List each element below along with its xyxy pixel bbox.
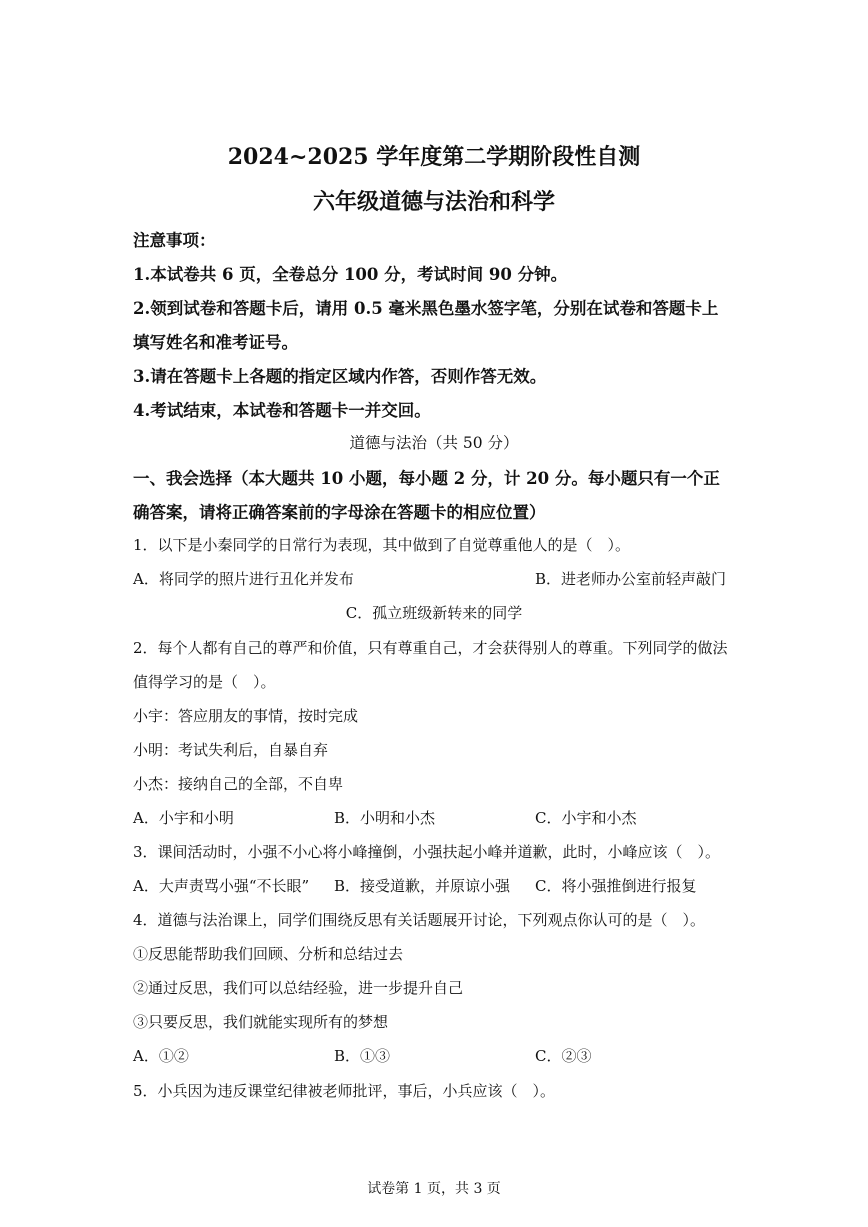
notes-heading: 注意事项： bbox=[133, 231, 216, 250]
page-footer: 试卷第 1 页，共 3 页 bbox=[367, 1181, 501, 1197]
note-item-3: 3.请在答题卡上各题的指定区域内作答，否则作答无效。 bbox=[133, 367, 547, 386]
question-1-option-c: C．孤立班级新转来的同学 bbox=[345, 604, 523, 622]
question-5-stem: 5．小兵因为违反课堂纪律被老师批评，事后，小兵应该（ ）。 bbox=[133, 1082, 556, 1100]
question-2-statement-3: 小杰：接纳自己的全部，不自卑 bbox=[133, 775, 344, 793]
question-4-statement-2: ②通过反思，我们可以总结经验，进一步提升自己 bbox=[133, 979, 464, 997]
question-4-option-a: A．①② bbox=[133, 1047, 189, 1065]
question-2-statement-2: 小明：考试失利后，自暴自弃 bbox=[133, 741, 329, 759]
question-2-option-a: A．小宇和小明 bbox=[133, 809, 234, 827]
part-heading: 一、我会选择（本大题共 10 小题，每小题 2 分，计 20 分。每小题只有一个正 bbox=[133, 469, 720, 488]
question-4-stem: 4．道德与法治课上，同学们围绕反思有关话题展开讨论，下列观点你认可的是（ ）。 bbox=[133, 911, 706, 929]
note-item-1: 1.本试卷共 6 页，全卷总分 100 分，考试时间 90 分钟。 bbox=[133, 265, 568, 284]
exam-title: 2024~2025 学年度第二学期阶段性自测 bbox=[227, 144, 641, 170]
section-heading: 道德与法治（共 50 分） bbox=[349, 434, 519, 452]
question-2-stem-cont: 值得学习的是（ ）。 bbox=[133, 673, 276, 691]
exam-subtitle: 六年级道德与法治和科学 bbox=[312, 189, 555, 215]
question-4-statement-1: ①反思能帮助我们回顾、分析和总结过去 bbox=[133, 945, 404, 963]
question-2-option-c: C．小宇和小杰 bbox=[535, 809, 637, 827]
note-item-4: 4.考试结束，本试卷和答题卡一并交回。 bbox=[133, 401, 431, 420]
question-2-stem: 2．每个人都有自己的尊严和价值，只有尊重自己，才会获得别人的尊重。下列同学的做法 bbox=[133, 639, 728, 657]
question-4-option-c: C．②③ bbox=[535, 1047, 592, 1065]
note-item-2-cont: 填写姓名和准考证号。 bbox=[133, 333, 298, 352]
question-3-option-a: A．大声责骂小强“不长眼” bbox=[133, 877, 310, 895]
question-4-option-b: B．①③ bbox=[334, 1047, 391, 1065]
question-2-option-b: B．小明和小杰 bbox=[334, 809, 436, 827]
question-4-statement-3: ③只要反思，我们就能实现所有的梦想 bbox=[133, 1013, 389, 1031]
question-1-option-b: B．进老师办公室前轻声敲门 bbox=[535, 570, 727, 588]
question-3-option-c: C．将小强推倒进行报复 bbox=[535, 877, 697, 895]
question-1-option-a: A．将同学的照片进行丑化并发布 bbox=[133, 570, 354, 588]
question-3-stem: 3．课间活动时，小强不小心将小峰撞倒，小强扶起小峰并道歉，此时，小峰应该（ ）。 bbox=[133, 843, 721, 861]
part-heading-cont: 确答案，请将正确答案前的字母涂在答题卡的相应位置） bbox=[133, 503, 546, 522]
note-item-2: 2.领到试卷和答题卡后，请用 0.5 毫米黑色墨水签字笔，分别在试卷和答题卡上 bbox=[133, 299, 719, 318]
question-1-stem: 1．以下是小秦同学的日常行为表现，其中做到了自觉尊重他人的是（ ）。 bbox=[133, 536, 631, 554]
question-3-option-b: B．接受道歉，并原谅小强 bbox=[334, 877, 511, 895]
question-2-statement-1: 小宇：答应朋友的事情，按时完成 bbox=[133, 707, 359, 725]
